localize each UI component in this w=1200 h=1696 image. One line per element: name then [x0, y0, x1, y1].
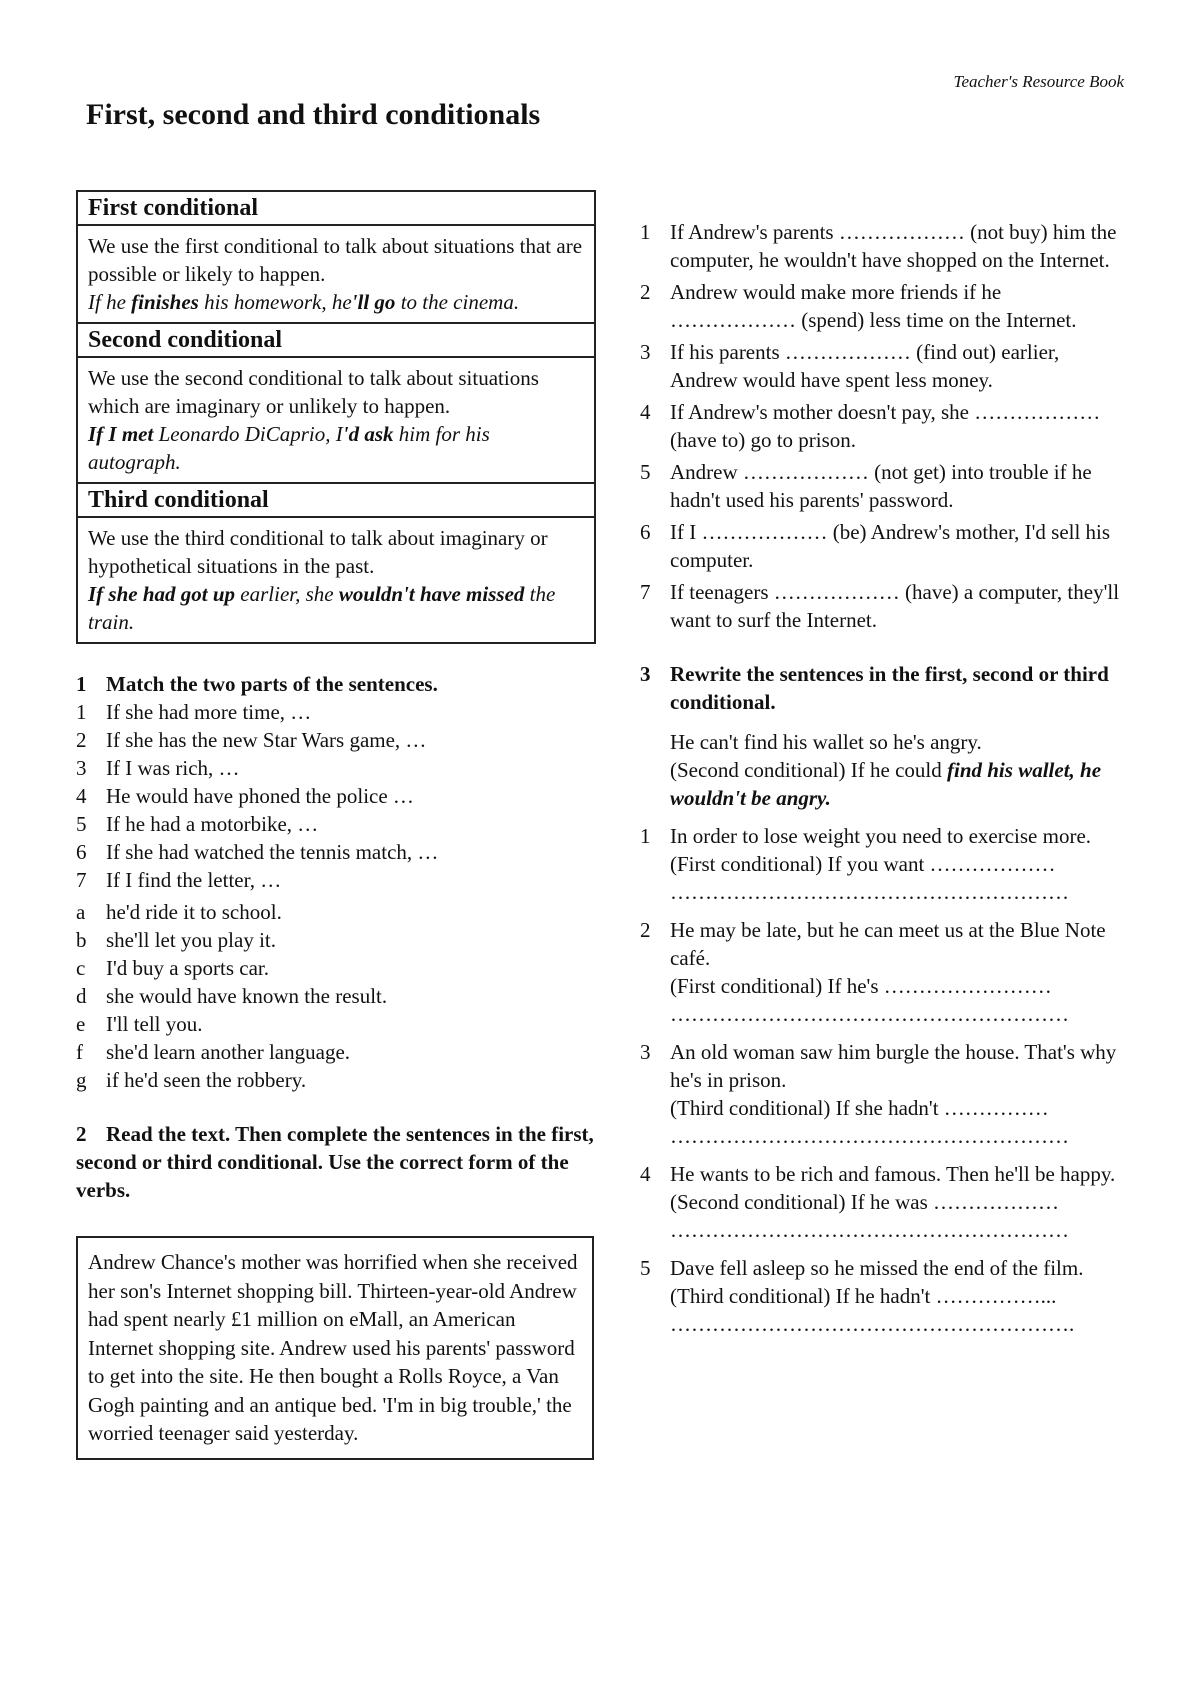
first-conditional-example: If he finishes his homework, he'll go to the cinema. [88, 290, 520, 314]
list-item: 7 If teenagers ……………… (have) a computer, they'll want to surf the Internet. [640, 580, 1120, 632]
exercise-1-answers [76, 898, 596, 1094]
list-item: b she'll let you play it. [76, 928, 277, 952]
list-item: c I'd buy a sports car. [76, 956, 269, 980]
list-item: 3 An old woman saw him burgle the house. That's why he's in prison. (Third conditional) If she hadn't …………… ………………………………………………… [640, 1040, 1117, 1148]
third-conditional-heading: Third conditional [78, 484, 594, 518]
second-conditional-example: If I met Leonardo DiCaprio, I'd ask him for his autograph. [88, 422, 490, 474]
list-item: 2 If she has the new Star Wars game, … [76, 728, 427, 752]
list-item: 1 In order to lose weight you need to exercise more. (First conditional) If you want ……………… ………………………………………………… [640, 824, 1092, 904]
page-title: First, second and third conditionals [86, 98, 541, 131]
second-conditional-text: We use the second conditional to talk about situations which are imaginary or unlikely to happen. [88, 366, 539, 418]
exercise-1-title: 1 Match the two parts of the sentences. [76, 672, 438, 696]
reading-text-box: Andrew Chance's mother was horrified when she received her son's Internet shopping bill. Thirteen-year-old Andrew had spent nearly £1 million on eMall, an American Internet shopping site. Andrew used his parents' password to get into the site. He then bought a Rolls Royce, a Van Gogh painting and an antique bed. 'I'm in big trouble,' the worried teenager said yesterday. [76, 1236, 594, 1460]
exercise-3-title: 3 Rewrite the sentences in the first, second or third conditional. [640, 662, 1109, 714]
third-conditional-example: If she had got up earlier, she wouldn't have missed the train. [88, 582, 556, 634]
list-item: 5 Andrew ……………… (not get) into trouble if he hadn't used his parents' password. [640, 460, 1092, 512]
list-item: 7 If I find the letter, … [76, 868, 282, 892]
list-item: 6 If I ……………… (be) Andrew's mother, I'd sell his computer. [640, 520, 1111, 572]
list-item: 6 If she had watched the tennis match, … [76, 840, 439, 864]
left-column [76, 190, 596, 1460]
list-item: 4 He would have phoned the police … [76, 784, 414, 808]
list-item: 5 Dave fell asleep so he missed the end of the film. (Third conditional) If he hadn't ……………... …………………………………………………. [640, 1256, 1084, 1336]
list-item: 2 Andrew would make more friends if he ……………… (spend) less time on the Internet. [640, 280, 1077, 332]
first-conditional-body [78, 226, 594, 324]
list-item: 1 If she had more time, … [76, 700, 312, 724]
list-item: 4 He wants to be rich and famous. Then he'll be happy. (Second conditional) If he was ……………… ………………………………………………… [640, 1162, 1116, 1242]
list-item: a he'd ride it to school. [76, 900, 282, 924]
list-item: 1 If Andrew's parents ……………… (not buy) him the computer, he wouldn't have shopped on the Internet. [640, 220, 1117, 272]
second-conditional-heading: Second conditional [78, 324, 594, 358]
right-column [640, 218, 1130, 1348]
grammar-box [76, 190, 596, 644]
first-conditional-text: We use the first conditional to talk about situations that are possible or likely to happen. [88, 234, 583, 286]
resource-book-label: Teacher's Resource Book [953, 72, 1124, 91]
exercise-3-items [640, 822, 1130, 1338]
list-item: d she would have known the result. [76, 984, 388, 1008]
exercise-3-example: He can't find his wallet so he's angry. (Second conditional) If he could find his wallet, he wouldn't be angry. [670, 730, 1102, 810]
list-item: 5 If he had a motorbike, … [76, 812, 319, 836]
list-item: 2 He may be late, but he can meet us at the Blue Note café. (First conditional) If he's …………………… ………………………………………………… [640, 918, 1106, 1026]
list-item: 3 If his parents ……………… (find out) earlier, Andrew would have spent less money. [640, 340, 1060, 392]
exercise-1-items [76, 698, 596, 894]
second-conditional-body [78, 358, 594, 484]
list-item: g if he'd seen the robbery. [76, 1068, 307, 1092]
exercise-2-title: 2 Read the text. Then complete the sentences in the first, second or third conditional. Use the correct form of the verbs. [76, 1122, 594, 1202]
list-item: 4 If Andrew's mother doesn't pay, she ……………… (have to) go to prison. [640, 400, 1101, 452]
exercise-2-items [640, 218, 1130, 634]
list-item: f she'd learn another language. [76, 1040, 351, 1064]
third-conditional-text: We use the third conditional to talk about imaginary or hypothetical situations in the past. [88, 526, 548, 578]
first-conditional-heading: First conditional [78, 192, 594, 226]
third-conditional-body [78, 518, 594, 642]
list-item: 3 If I was rich, … [76, 756, 240, 780]
list-item: e I'll tell you. [76, 1012, 203, 1036]
